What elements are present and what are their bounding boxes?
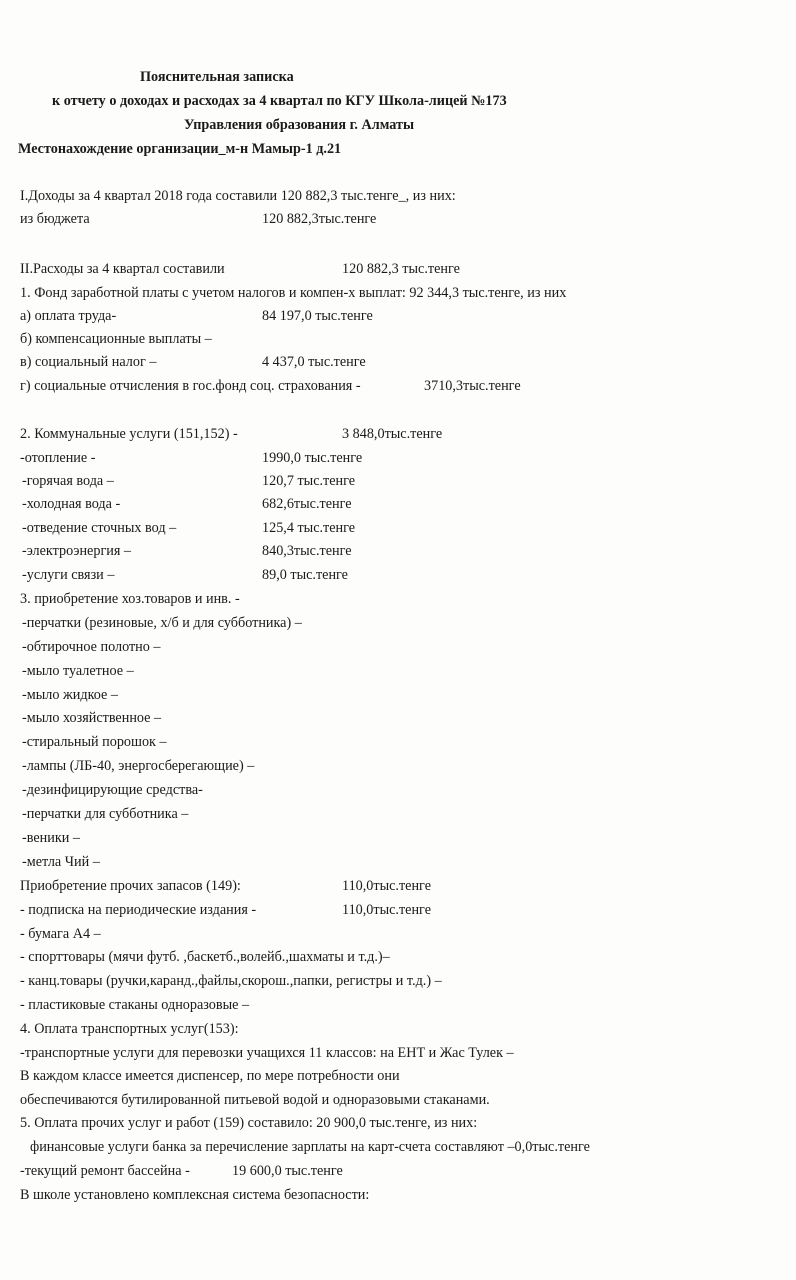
location-line: Местонахождение организации_м-н Мамыр-1 д.21 xyxy=(18,141,342,157)
utility-item: -горячая вода – xyxy=(22,473,114,489)
payroll-item: г) социальные отчисления в гос.фонд соц. страхования - xyxy=(20,378,361,394)
supply-item: - бумага А4 – xyxy=(20,926,101,942)
utility-item-value: 89,0 тыс.тенге xyxy=(262,567,348,583)
goods-item: -мыло хозяйственное – xyxy=(22,710,162,726)
utility-item: -отопление - xyxy=(20,450,96,466)
transport-line: В каждом классе имеется диспенсер, по мере потребности они xyxy=(20,1068,400,1084)
utility-item: -электроэнергия – xyxy=(22,543,132,559)
supply-item: - пластиковые стаканы одноразовые – xyxy=(20,997,250,1013)
goods-item: -мыло жидкое – xyxy=(22,687,118,703)
goods-item: -стиральный порошок – xyxy=(22,734,167,750)
utility-item: -услуги связи – xyxy=(22,567,115,583)
payroll-item-value: 84 197,0 тыс.тенге xyxy=(262,308,373,324)
goods-item: -лампы (ЛБ-40, энергосберегающие) – xyxy=(22,758,255,774)
supply-item: - канц.товары (ручки,каранд.,файлы,скорош.,папки, регистры и т.д.) – xyxy=(20,973,442,989)
budget-value: 120 882,3тыс.тенге xyxy=(262,211,377,227)
payroll-line: 1. Фонд заработной платы с учетом налогов и компен-х выплат: 92 344,3 тыс.тенге, из них xyxy=(20,285,567,301)
bank-services-line: финансовые услуги банка за перечисление зарплаты на карт-счета составляют –0,0тыс.тенге xyxy=(30,1139,590,1155)
payroll-item: в) социальный налог – xyxy=(20,354,157,370)
other-supplies-label: Приобретение прочих запасов (149): xyxy=(20,878,241,894)
goods-item: -дезинфицирующие средства- xyxy=(22,782,203,798)
security-line: В школе установлено комплексная система безопасности: xyxy=(20,1187,370,1203)
utility-item-value: 840,3тыс.тенге xyxy=(262,543,352,559)
utility-item-value: 120,7 тыс.тенге xyxy=(262,473,356,489)
payroll-item: б) компенсационные выплаты – xyxy=(20,331,212,347)
payroll-item: а) оплата труда- xyxy=(20,308,117,324)
goods-item: -метла Чий – xyxy=(22,854,100,870)
utility-item-value: 125,4 тыс.тенге xyxy=(262,520,356,536)
services-label: 5. Оплата прочих услуг и работ (159) составило: 20 900,0 тыс.тенге, из них: xyxy=(20,1115,478,1131)
utility-item: -отведение сточных вод – xyxy=(22,520,177,536)
subscription-label: - подписка на периодические издания - xyxy=(20,902,257,918)
goods-item: -обтирочное полотно – xyxy=(22,639,161,655)
transport-label: 4. Оплата транспортных услуг(153): xyxy=(20,1021,239,1037)
expenses-label: II.Расходы за 4 квартал составили xyxy=(20,261,225,277)
supply-item: - спорттовары (мячи футб. ,баскетб.,волейб.,шахматы и т.д.)– xyxy=(20,949,390,965)
payroll-item-value: 3710,3тыс.тенге xyxy=(424,378,521,394)
repair-label: -текущий ремонт бассейна - xyxy=(20,1163,190,1179)
goods-item: -веники – xyxy=(22,830,80,846)
payroll-item-value: 4 437,0 тыс.тенге xyxy=(262,354,366,370)
utility-item: -холодная вода - xyxy=(22,496,121,512)
utility-item-value: 1990,0 тыс.тенге xyxy=(262,450,363,466)
department-line: Управления образования г. Алматы xyxy=(184,117,415,133)
other-supplies-value: 110,0тыс.тенге xyxy=(342,878,431,894)
budget-label: из бюджета xyxy=(20,211,90,227)
transport-line: -транспортные услуги для перевозки учащихся 11 классов: на ЕНТ и Жас Тулек – xyxy=(20,1045,514,1061)
expenses-value: 120 882,3 тыс.тенге xyxy=(342,261,460,277)
goods-item: -мыло туалетное – xyxy=(22,663,134,679)
repair-value: 19 600,0 тыс.тенге xyxy=(232,1163,343,1179)
income-line: I.Доходы за 4 квартал 2018 года составили 120 882,3 тыс.тенге_, из них: xyxy=(20,188,456,204)
goods-item: -перчатки для субботника – xyxy=(22,806,189,822)
goods-label: 3. приобретение хоз.товаров и инв. - xyxy=(20,591,240,607)
transport-line: обеспечиваются бутилированной питьевой водой и одноразовыми стаканами. xyxy=(20,1092,490,1108)
utilities-value: 3 848,0тыс.тенге xyxy=(342,426,443,442)
document-subtitle: к отчету о доходах и расходах за 4 квартал по КГУ Школа-лицей №173 xyxy=(52,93,507,109)
document-title: Пояснительная записка xyxy=(140,69,294,85)
utility-item-value: 682,6тыс.тенге xyxy=(262,496,352,512)
utilities-label: 2. Коммунальные услуги (151,152) - xyxy=(20,426,238,442)
subscription-value: 110,0тыс.тенге xyxy=(342,902,431,918)
goods-item: -перчатки (резиновые, х/б и для субботника) – xyxy=(22,615,302,631)
